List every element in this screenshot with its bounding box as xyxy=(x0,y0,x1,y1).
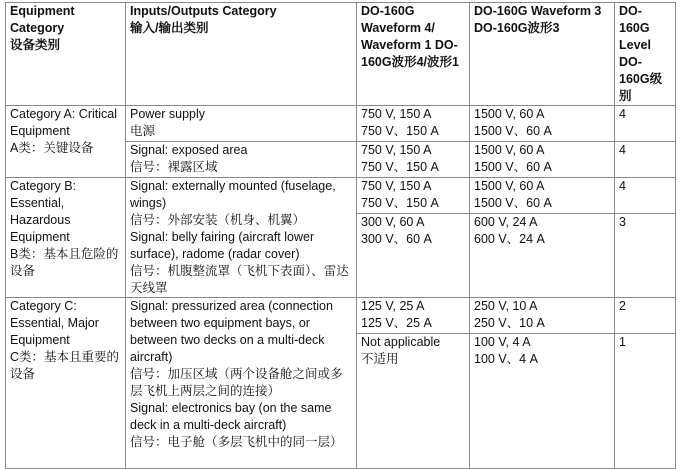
category-b-cell: Category B: Essential, Hazardous Equipment B类：基本且危险的设备 xyxy=(6,178,126,298)
io-cell: Signal: pressurized area (connection between two equipment bays, or between two decks on a multi-deck aircraft) 信号：加压区域（两个设备舱之间或多层飞机上两层之间的连接） Signal: electronics bay (on the same deck in a multi-deck aircraft) 信号：电子舱（多层飞机中的同一层） xyxy=(126,298,357,469)
level-cell: 4 xyxy=(615,178,676,214)
waveform-4-1-cell: 300 V, 60 A 300 V、60 A xyxy=(357,214,470,298)
table-row xyxy=(6,178,676,214)
category-c-cell: Category C: Essential, Major Equipment C类：基本且重要的设备 xyxy=(6,298,126,469)
table-row xyxy=(6,298,676,334)
waveform-4-1-cell: 750 V, 150 A 750 V、150 A xyxy=(357,178,470,214)
level-cell: 2 xyxy=(615,298,676,334)
io-cell xyxy=(126,178,357,298)
header-row xyxy=(6,3,676,106)
waveform-4-1-cell: 750 V, 150 A 750 V、150 A xyxy=(357,106,470,142)
waveform-3-cell: 1500 V, 60 A 1500 V、60 A xyxy=(470,106,615,142)
level-cell: 4 xyxy=(615,142,676,178)
waveform-4-1-cell: 125 V, 25 A 125 V、25 A xyxy=(357,298,470,334)
level-cell: 3 xyxy=(615,214,676,298)
io-text: Signal: externally mounted (fuselage, wings) 信号：外部安装（机身、机翼） xyxy=(130,179,336,227)
header-waveform-3: DO-160G Waveform 3 DO-160G波形3 xyxy=(470,3,615,106)
level-cell: 4 xyxy=(615,106,676,142)
io-cell: Signal: exposed area 信号：裸露区域 xyxy=(126,142,357,178)
category-a-cell: Category A: Critical Equipment A类：关键设备 xyxy=(6,106,126,178)
io-cell: Power supply 电源 xyxy=(126,106,357,142)
waveform-3-cell: 1500 V, 60 A 1500 V、60 A xyxy=(470,142,615,178)
header-io-category: Inputs/Outputs Category 输入/输出类别 xyxy=(126,3,357,106)
header-waveform-4-1: DO-160G Waveform 4/ Waveform 1 DO-160G波形4/波形1 xyxy=(357,3,470,106)
header-equipment-category: Equipment Category 设备类别 xyxy=(6,3,126,106)
io-text: Signal: belly fairing (aircraft lower surface), radome (radar cover) 信号：机腹整流罩（飞机下表面）、雷达天线罩 xyxy=(130,230,349,295)
level-cell: 1 xyxy=(615,334,676,469)
table-row xyxy=(6,106,676,142)
header-do160g-level: DO-160G Level DO-160G级别 xyxy=(615,3,676,106)
waveform-3-cell: 100 V, 4 A 100 V、4 A xyxy=(470,334,615,469)
waveform-4-1-cell: Not applicable 不适用 xyxy=(357,334,470,469)
waveform-4-1-cell: 750 V, 150 A 750 V、150 A xyxy=(357,142,470,178)
waveform-3-cell: 1500 V, 60 A 1500 V、60 A xyxy=(470,178,615,214)
lightning-test-level-table xyxy=(5,2,676,469)
waveform-3-cell: 250 V, 10 A 250 V、10 A xyxy=(470,298,615,334)
waveform-3-cell: 600 V, 24 A 600 V、24 A xyxy=(470,214,615,298)
